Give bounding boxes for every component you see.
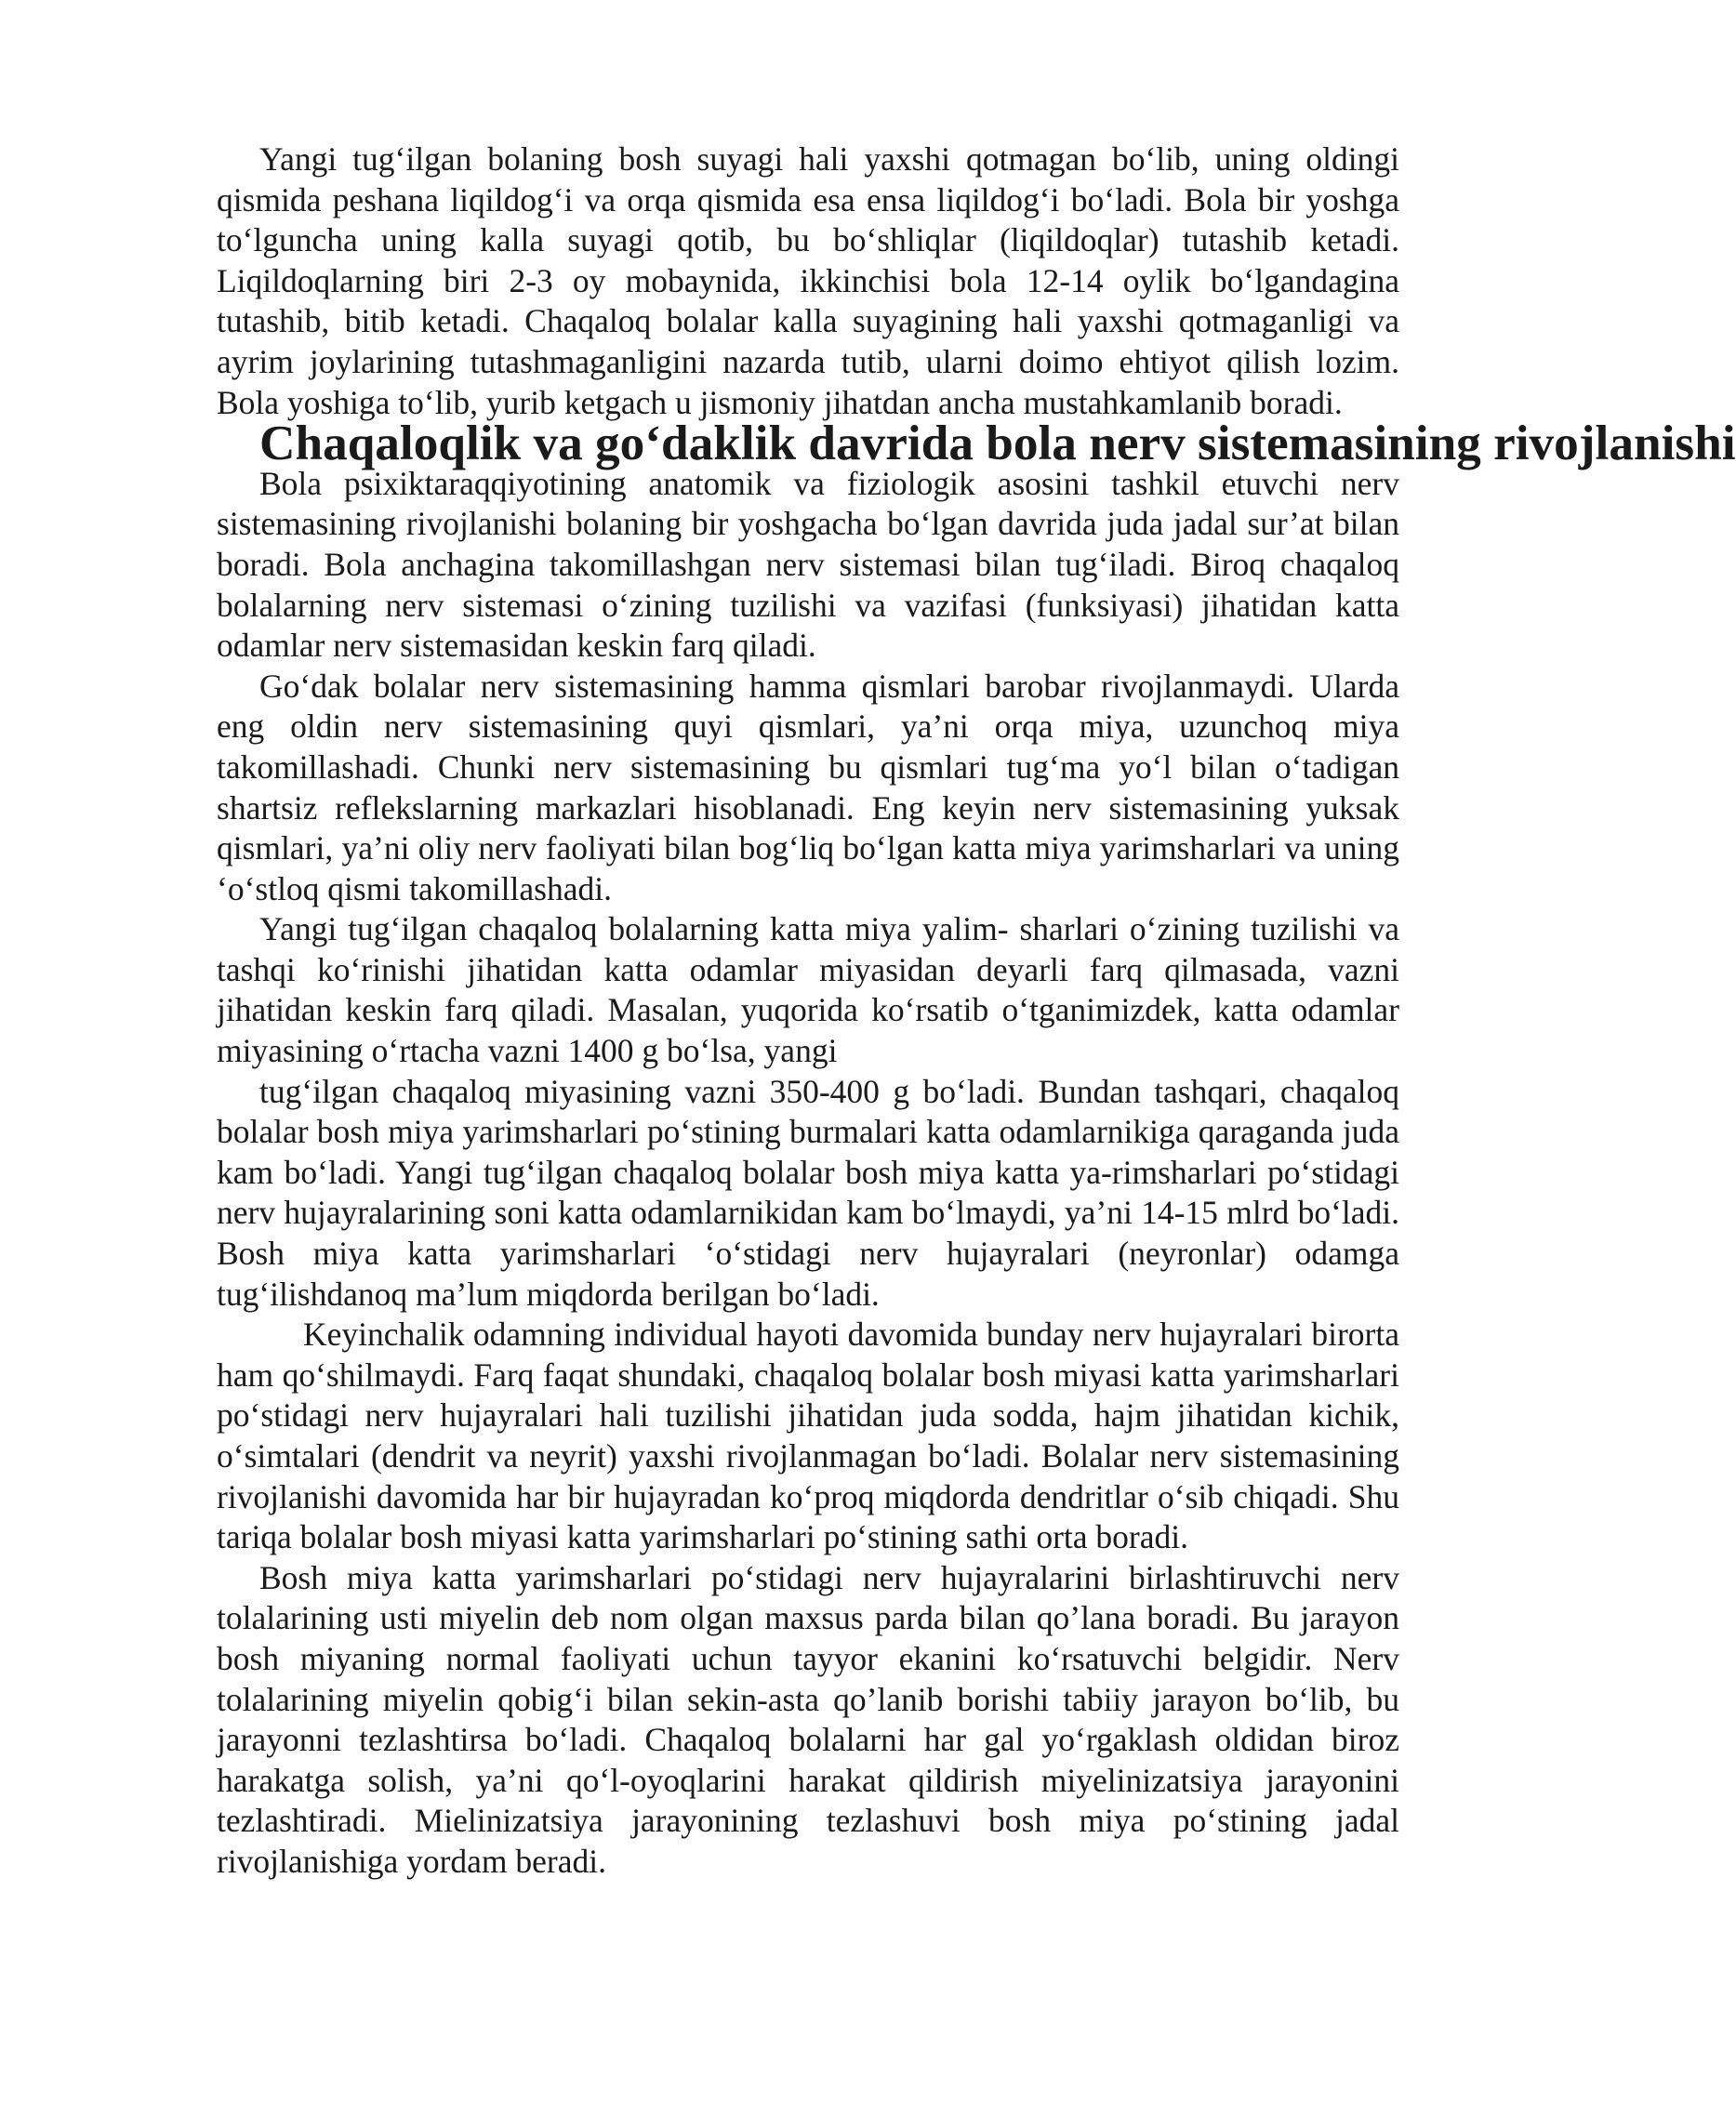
- paragraph-brain-weight: Yangi tug‘ilgan chaqaloq bolalarning katta miya yalim- sharlari o‘zining tuzilishi va tashqi ko‘rinishi jihatidan katta odamlar miyasidan deyarli farq qilmasada, vazni jihatidan keskin farq qiladi. Masalan, yuqorida ko‘rsatib o‘tganimizdek, katta odamlar miyasining o‘rtacha vazni 1400 g bo‘lsa, yangi: [217, 910, 1399, 1070]
- paragraph-skull-development: Yangi tug‘ilgan bolaning bosh suyagi hali yaxshi qotmagan bo‘lib, uning oldingi qismida peshana liqildog‘i va orqa qismida esa ensa liqildog‘i bo‘ladi. Bola bir yoshga to‘lguncha uning kalla suyagi qotib, bu bo‘shliqlar (liqildoqlar) tutashib ketadi. Liqildoqlarning biri 2-3 oy mobaynida, ikkinchisi bola 12-14 oylik bo‘lgandagina tutashib, bitib ketadi. Chaqaloq bolalar kalla suyagining hali yaxshi qotmaganligi va ayrim joylarining tutashmaganligini nazarda tutib, ularni doimo ehtiyot qilish lozim. Bola yoshiga to‘lib, yurib ketgach u jismoniy jihatdan ancha mustahkamlanib boradi.: [217, 140, 1399, 421]
- section-heading: Chaqaloqlik va go‘daklik davrida bola nerv sistemasining rivojlanishi: [259, 416, 1736, 471]
- paragraph-myelination: Bosh miya katta yarimsharlari po‘stidagi nerv hujayralarini birlashtiruvchi nerv tolalarining usti miyelin deb nom olgan maxsus parda bilan qo’lana boradi. Bu jarayon bosh miyaning normal faoliyati uchun tayyor ekanini ko‘rsatuvchi belgidir. Nerv tolalarining miyelin qobig‘i bilan sekin-asta qo’lanib borishi tabiiy jarayon bo‘lib, bu jarayonni tezlashtirsa bo‘ladi. Chaqaloq bolalarni har gal yo‘rgaklash oldidan biroz harakatga solish, ya’ni qo‘l-oyoqlarini harakat qildirish miyelinizatsiya jarayonini tezlashtiradi. Mielinizatsiya jarayonining tezlashuvi bosh miya po‘stining jadal rivojlanishiga yordam beradi.: [217, 1558, 1399, 1880]
- paragraph-uneven-development: Go‘dak bolalar nerv sistemasining hamma qismlari barobar rivojlanmaydi. Ularda eng oldin nerv sistemasining quyi qismlari, ya’ni orqa miya, uzunchoq miya takomillashadi. Chunki nerv sistemasining bu qismlari tug‘ma yo‘l bilan o‘tadigan shartsiz reflekslarning markazlari hisoblanadi. Eng keyin nerv sistemasining yuksak qismlari, ya’ni oliy nerv faoliyati bilan bog‘liq bo‘lgan katta miya yarimsharlari va uning ‘o‘stloq qismi takomillashadi.: [217, 667, 1399, 907]
- document-page: [217, 139, 1736, 1883]
- paragraph-brain-weight-continued: tug‘ilgan chaqaloq miyasining vazni 350-400 g bo‘ladi. Bundan tashqari, chaqaloq bolalar bosh miya yarimsharlari po‘stining burmalari katta odamlarnikiga qaraganda juda kam bo‘ladi. Yangi tug‘ilgan chaqaloq bolalar bosh miya katta ya-rimsharlari po‘stidagi nerv hujayralarining soni katta odamlarnikidan kam bo‘lmaydi, ya’ni 14-15 mlrd bo‘ladi. Bosh miya katta yarimsharlari ‘o‘stidagi nerv hujayralari (neyronlar) odamga tug‘ilishdanoq ma’lum miqdorda berilgan bo‘ladi.: [217, 1072, 1399, 1313]
- paragraph-nervous-system-intro: Bola psixiktaraqqiyotining anatomik va fiziologik asosini tashkil etuvchi nerv sistemasining rivojlanishi bolaning bir yoshgacha bo‘lgan davrida juda jadal sur’at bilan boradi. Bola anchagina takomillashgan nerv sistemasi bilan tug‘iladi. Biroq chaqaloq bolalarning nerv sistemasi o‘zining tuzilishi va vazifasi (funksiyasi) jihatidan katta odamlar nerv sistemasidan keskin farq qiladi.: [217, 464, 1399, 665]
- paragraph-neuron-count: Keyinchalik odamning individual hayoti davomida bunday nerv hujayralari birorta ham qo‘shilmaydi. Farq faqat shundaki, chaqaloq bolalar bosh miyasi katta yarimsharlari po‘stidagi nerv hujayralari hali tuzilishi jihatidan juda sodda, hajm jihatidan kichik, o‘simtalari (dendrit va neyrit) yaxshi rivojlanmagan bo‘ladi. Bolalar nerv sistemasining rivojlanishi davomida har bir hujayradan ko‘proq miqdorda dendritlar o‘sib chiqadi. Shu tariqa bolalar bosh miyasi katta yarimsharlari po‘stining sathi orta boradi.: [217, 1316, 1399, 1556]
